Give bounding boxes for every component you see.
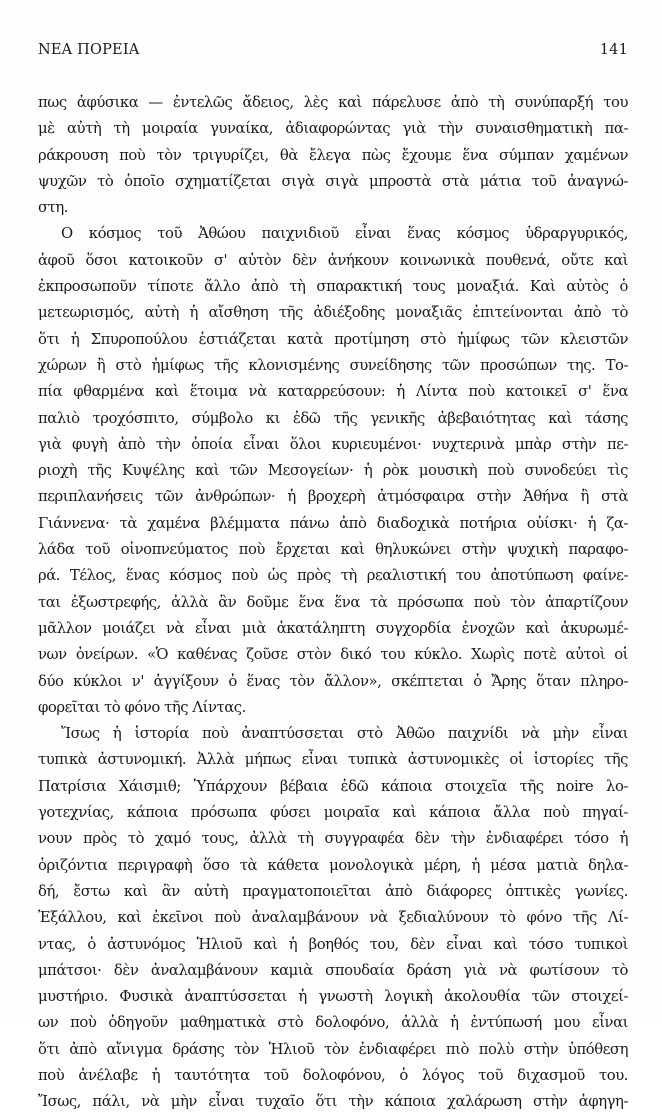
text-line: ντας, ὁ ἀστυνόμος Ἡλιοῦ καὶ ἡ βοηθός του, δὲν εἶναι καὶ τόσο τυπικοὶ xyxy=(38,935,628,953)
text-line: ὅτι ἀπὸ αἴνιγμα δράσης τὸν Ἡλιοῦ τὸν ἐνδιαφέρει πιὸ πολὺ στὴν ὑπόθεση xyxy=(38,1040,628,1058)
text-line: μετεωρισμός, αὐτὴ ἡ αἴσθηση τῆς ἀδιέξοδης μοναξιᾶς ἐπιτείνονται ἀπὸ τὸ xyxy=(38,304,628,322)
text-line: πως ἀφύσικα — ἐντελῶς ἄδειος, λὲς καὶ πάρελυσε ἀπὸ τὴ συνύπαρξή του xyxy=(38,94,628,111)
paragraph-1 xyxy=(38,90,628,221)
text-line: Ο κόσμος τοῦ Ἀθώου παιχνιδιοῦ εἶναι ἕνας κόσμος ὑδραργυρικός, xyxy=(61,225,628,243)
text-line: ἐκπροσωποῦν τίποτε ἄλλο ἀπὸ τὴ σπαρακτική τους μοναξιά. Καὶ αὐτὸς ὁ xyxy=(38,278,628,296)
text-line: πία φθαρμένα καὶ ἕτοιμα νὰ καταρρεύσουν: ἡ Λίντα ποὺ κατοικεῖ σ' ἕνα xyxy=(38,383,628,401)
text-line: δή, ἔστω καὶ ἂν αὐτὴ πραγματοποιεῖται ἀπὸ διάφορες ὀπτικὲς γωνίες. xyxy=(38,882,628,900)
text-line: μὲ αὐτὴ τὴ μοιραία γυναίκα, ἀδιαφορώντας γιὰ τὴν συναισθηματικὴ πα- xyxy=(38,120,628,138)
body-text xyxy=(38,90,628,1116)
text-line: μυστήριο. Φυσικὰ ἀναπτύσσεται ἡ γνωστὴ λογικὴ ἀκολουθία τῶν στοιχεί- xyxy=(38,988,628,1006)
text-line: μπάτσοι· δὲν ἀναλαμβάνουν καμιὰ σπουδαία δράση γιὰ νὰ φωτίσουν τὸ xyxy=(38,961,628,979)
text-line: Γιάννενα· τὰ χαμένα βλέμματα πάνω ἀπὸ διαδοχικὰ ποτήρια οὐίσκι· ἡ ζα- xyxy=(38,514,628,532)
text-line: ται ἐξωστρεφής, ἀλλὰ ἂν δοῦμε ἕνα ἕνα τὰ πρόσωπα ποὺ τὸν ἀπαρτίζουν xyxy=(38,593,628,611)
text-line: περιπλανήσεις τῶν ἀνθρώπων· ἡ βροχερὴ ἀτμόσφαιρα στὴν Ἀθήνα ἢ στὰ xyxy=(38,488,628,506)
text-line: γοτεχνίας, κάποια πρόσωπα φύσει μοιραῖα καὶ κάποια ἄλλα ποὺ πηγαί- xyxy=(38,804,628,822)
text-line: στη. xyxy=(38,199,69,217)
text-line: φορεῖται τὸ φόνο τῆς Λίντας. xyxy=(38,698,246,716)
text-line: Ἐξάλλου, καὶ ἐκεῖνοι ποὺ ἀναλαμβάνουν νὰ ξεδιαλύνουν τὸ φόνο τῆς Λί- xyxy=(38,909,628,927)
text-line: χώρων ἢ στὸ ἡμίφως τῆς κλονισμένης συνείδησης τῶν προσώπων της. Το- xyxy=(38,356,628,374)
paragraph-3 xyxy=(38,721,628,1115)
text-line: μᾶλλον μοιάζει νὰ εἶναι μιὰ ἀκατάληπτη συγχορδία ἐνοχῶν καὶ ἀκυρωμέ- xyxy=(38,619,628,637)
text-line: ὁριζόντια περιγραφὴ ὅσο τὰ κάθετα μονολογικὰ μέρη, ἡ μέσα ματιὰ δηλα- xyxy=(38,856,628,874)
text-line: ρά. Τέλος, ἕνας κόσμος ποὺ ὡς πρὸς τὴ ρεαλιστική του ἀποτύπωση φαίνε- xyxy=(38,567,628,585)
running-head xyxy=(38,42,628,58)
text-line: τυπικὰ ἀστυνομική. Ἀλλὰ μήπως εἶναι τυπικὰ ἀστυνομικὲς οἱ ἱστορίες τῆς xyxy=(38,751,628,769)
text-line: νουν πρὸς τὸ χαμό τους, ἀλλὰ τὴ συγγραφέα δὲν τὴν ἐνδιαφέρει τόσο ἡ xyxy=(38,830,628,848)
text-line: ριοχὴ τῆς Κυψέλης καὶ τῶν Μεσογείων· ἡ ρὸκ μουσικὴ ποὺ συνοδεύει τὶς xyxy=(38,462,628,480)
text-line: δύο κύκλοι ν' ἀγγίξουν ὁ ἕνας τὸν ἄλλον», σκέπτεται ὁ Ἄρης ὅταν πληρο- xyxy=(38,672,628,690)
text-line: νων ὀνείρων. «Ὁ καθένας ζοῦσε στὸν δικό του κύκλο. Χωρὶς ποτὲ αὐτοὶ οἱ xyxy=(38,646,628,664)
text-line: ράκρουση ποὺ τὸν τριγυρίζει, θὰ ἔλεγα πὼς ἔχουμε ἕνα σύμπαν χαμένων xyxy=(38,146,628,164)
text-line: Ἴσως, πάλι, νὰ μὴν εἶναι τυχαῖο ὅτι τὴν κάποια χαλάρωση στὴν ἀφηγη- xyxy=(38,1093,628,1111)
text-line: παλιὸ τροχόσπιτο, σύμβολο κι ἐδῶ τῆς γενικῆς ἀβεβαιότητας καὶ τάσης xyxy=(38,409,628,427)
text-line: ὅτι ἡ Σπυροπούλου ἑστιάζεται κατὰ προτίμηση στὸ ἡμίφως τῶν κλειστῶν xyxy=(38,330,628,348)
text-line: ποὺ ἀνέλαβε ἡ ταυτότητα τοῦ δολοφόνου, ὁ λόγος τοῦ διχασμοῦ του. xyxy=(38,1066,628,1084)
page-number: 141 xyxy=(599,42,628,58)
text-line: γιὰ φυγὴ ἀπὸ τὴν ὁποία εἶναι ὅλοι κυριευμένοι· νυχτερινὰ μπὰρ στὴν πε- xyxy=(38,435,628,453)
text-line: Ἴσως ἡ ἱστορία ποὺ ἀναπτύσσεται στὸ Ἀθῶο παιχνίδι νὰ μὴν εἶναι xyxy=(61,725,628,743)
text-line: ἀφοῦ ὅσοι κατοικοῦν σ' αὐτὸν δὲν ἀνήκουν κοινωνικὰ πουθενά, οὔτε καὶ xyxy=(38,251,628,269)
text-line: λάδα τοῦ οἰνοπνεύματος ποὺ ἔρχεται καὶ θηλυκώνει στὴν ψυχικὴ παραφο- xyxy=(38,541,628,559)
paragraph-2 xyxy=(38,221,628,721)
text-line: ων ποὺ ὁδηγοῦν μαθηματικὰ στὸ δολοφόνο, ἀλλὰ ἡ ἐντύπωσή μου εἶναι xyxy=(38,1014,628,1032)
journal-title: ΝΕΑ ΠΟΡΕΙΑ xyxy=(38,42,140,58)
text-line: Πατρίσια Χάισμιθ; Ὑπάρχουν βέβαια ἐδῶ κάποια στοιχεῖα τῆς noire λο- xyxy=(38,777,628,795)
text-line: ψυχῶν τὸ ὁποῖο σχηματίζεται σιγὰ σιγὰ μπροστὰ στὰ μάτια τοῦ ἀναγνώ- xyxy=(38,172,628,190)
